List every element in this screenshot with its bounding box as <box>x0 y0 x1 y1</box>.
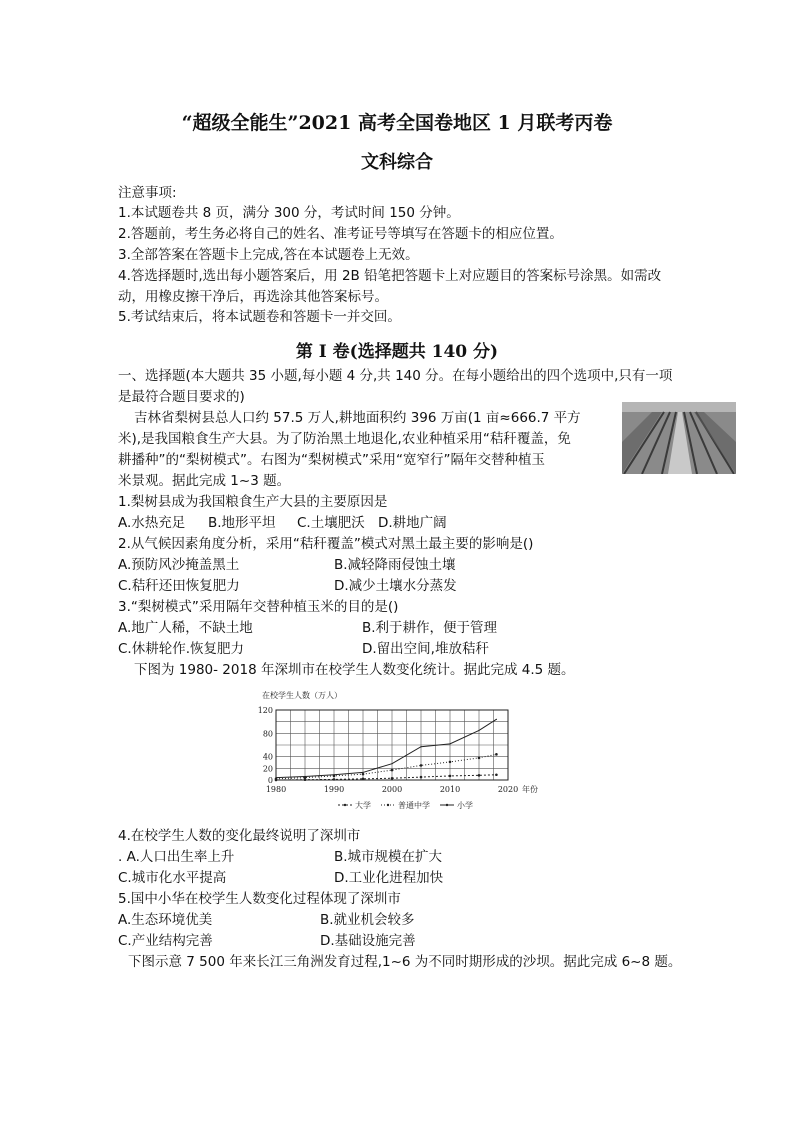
student-count-chart <box>258 688 558 816</box>
x-tick-label: 1990 <box>323 785 345 794</box>
q5-option-d: D.基础设施完善 <box>320 933 416 949</box>
q3-option-d: D.留出空间,堆放秸秆 <box>362 641 489 657</box>
q5-option-c: C.产业结构完善 <box>118 933 213 949</box>
legend-label: 大学 <box>355 801 371 810</box>
legend-marker <box>344 804 346 806</box>
q1-option-b: B.地形平坦 <box>208 515 276 531</box>
q3-option-a: A.地广人稀，不缺土地 <box>118 620 253 636</box>
x-tick-label: 2020 <box>497 785 519 794</box>
data-point <box>362 772 363 773</box>
notice-item: 4.答选择题时,选出每小题答案后，用 2B 铅笔把答题卡上对应题目的答案标号涂黑。如需改 <box>118 268 662 284</box>
passage-line: 米),是我国粮食生产大县。为了防治黑土地退化,农业种植采用“秸秆覆盖，免 <box>118 431 571 447</box>
q4-option-c: C.城市化水平提高 <box>118 870 227 886</box>
passage-line: 米景观。据此完成 1~3 题。 <box>118 473 291 489</box>
y-tick-label: 40 <box>262 752 273 762</box>
data-point <box>449 743 450 744</box>
series-line-3 <box>276 719 496 777</box>
q5-option-b: B.就业机会较多 <box>320 912 415 928</box>
data-point <box>478 757 481 760</box>
q4-option-b: B.城市规模在扩大 <box>334 849 443 865</box>
legend-label: 普通中学 <box>398 801 430 810</box>
q3-option-b: B.利于耕作，便于管理 <box>362 620 498 636</box>
data-point <box>391 763 392 764</box>
data-point <box>391 769 394 772</box>
data-point <box>420 764 423 767</box>
q5-stem: 5.国中小华在校学生人数变化过程体现了深圳市 <box>118 891 401 907</box>
data-point <box>362 778 365 781</box>
section-instructions: 是最符合题目要求的) <box>118 389 245 405</box>
notice-item: 动，用橡皮擦干净后，再选涂其他答案标号。 <box>118 289 388 305</box>
notice-item: 2.答题前，考生务必将自己的姓名、准考证号等填写在答题卡的相应位置。 <box>118 226 563 242</box>
q3-option-c: C.休耕轮作.恢复肥力 <box>118 641 245 657</box>
y-tick-label: 80 <box>262 729 273 739</box>
data-point <box>496 719 497 720</box>
data-point <box>304 776 305 777</box>
data-point <box>478 774 481 777</box>
y-tick-label: 120 <box>258 706 273 715</box>
q4-option-d: D.工业化进程加快 <box>334 870 444 886</box>
y-tick-label: 0 <box>267 776 273 785</box>
sub-title: 文科综合 <box>361 152 433 173</box>
data-point <box>478 730 479 731</box>
cornfield-photo <box>622 402 736 474</box>
q4-option-a: . A.人口出生率上升 <box>118 849 235 865</box>
data-point <box>391 777 394 780</box>
data-point <box>362 773 365 776</box>
data-point <box>420 746 421 747</box>
q1-option-a: A.水热充足 <box>118 515 186 531</box>
data-point <box>333 774 334 775</box>
y-tick-label: 20 <box>262 764 273 774</box>
q2-option-b: B.减轻降雨侵蚀土壤 <box>334 557 456 573</box>
section-title: 第 I 卷(选择题共 140 分) <box>295 342 499 362</box>
x-tick-label: 1980 <box>265 785 287 794</box>
data-point <box>449 775 452 778</box>
legend-label: 小学 <box>457 801 473 810</box>
legend-marker <box>446 804 448 806</box>
series-line-2 <box>276 754 496 779</box>
q1-option-c: C.土壤肥沃 <box>297 515 365 531</box>
passage-line: 下图示意 7 500 年来长江三角洲发育过程,1~6 为不同时期形成的沙坝。据此完成 6~8 题。 <box>128 954 682 970</box>
data-point <box>420 776 423 779</box>
notice-item: 1.本试题卷共 8 页，满分 300 分，考试时间 150 分钟。 <box>118 205 460 221</box>
chart-intro: 下图为 1980- 2018 年深圳市在校学生人数变化统计。据此完成 4.5 题。 <box>134 662 575 678</box>
data-point <box>449 761 452 764</box>
legend-marker <box>387 804 389 806</box>
section-instructions: 一、选择题(本大题共 35 小题,每小题 4 分,共 140 分。在每小题给出的四个选项中,只有一项 <box>118 368 673 384</box>
passage-line: 耕播种”的“梨树模式”。右图为“梨树模式”采用“宽窄行”隔年交替种植玉 <box>118 452 545 468</box>
x-tick-label: 2010 <box>439 785 461 794</box>
x-tick-label: 2000 <box>381 785 403 794</box>
data-point <box>495 753 498 756</box>
x-axis-label: 年份 <box>522 785 538 794</box>
q4-stem: 4.在校学生人数的变化最终说明了深圳市 <box>118 828 361 844</box>
notice-item: 5.考试结束后，将本试题卷和答题卡一并交回。 <box>118 309 401 325</box>
passage-line: 吉林省梨树县总人口约 57.5 万人,耕地面积约 396 万亩(1 亩≈666.7 平方 <box>134 410 581 426</box>
q3-stem: 3.“梨树模式”采用隔年交替种植玉米的目的是() <box>118 599 399 615</box>
q2-option-a: A.预防风沙掩盖黑土 <box>118 557 240 573</box>
q1-stem: 1.梨树县成为我国粮食生产大县的主要原因是 <box>118 494 388 510</box>
main-title: “超级全能生”2021 高考全国卷地区 1 月联考丙卷 <box>181 112 613 134</box>
q2-option-d: D.减少土壤水分蒸发 <box>334 578 457 594</box>
q2-stem: 2.从气候因素角度分析，采用“秸秆覆盖”模式对黑土最主要的影响是() <box>118 536 534 552</box>
data-point <box>333 778 336 781</box>
data-point <box>495 773 498 776</box>
y-axis-label: 在校学生人数（万人） <box>262 691 342 700</box>
notice-heading: 注意事项: <box>118 185 177 201</box>
notice-item: 3.全部答案在答题卡上完成,答在本试题卷上无效。 <box>118 247 419 263</box>
q1-option-d: D.耕地广阔 <box>378 515 447 531</box>
q5-option-a: A.生态环境优美 <box>118 912 213 928</box>
data-point <box>275 777 276 778</box>
q2-option-c: C.秸秆还田恢复肥力 <box>118 578 240 594</box>
